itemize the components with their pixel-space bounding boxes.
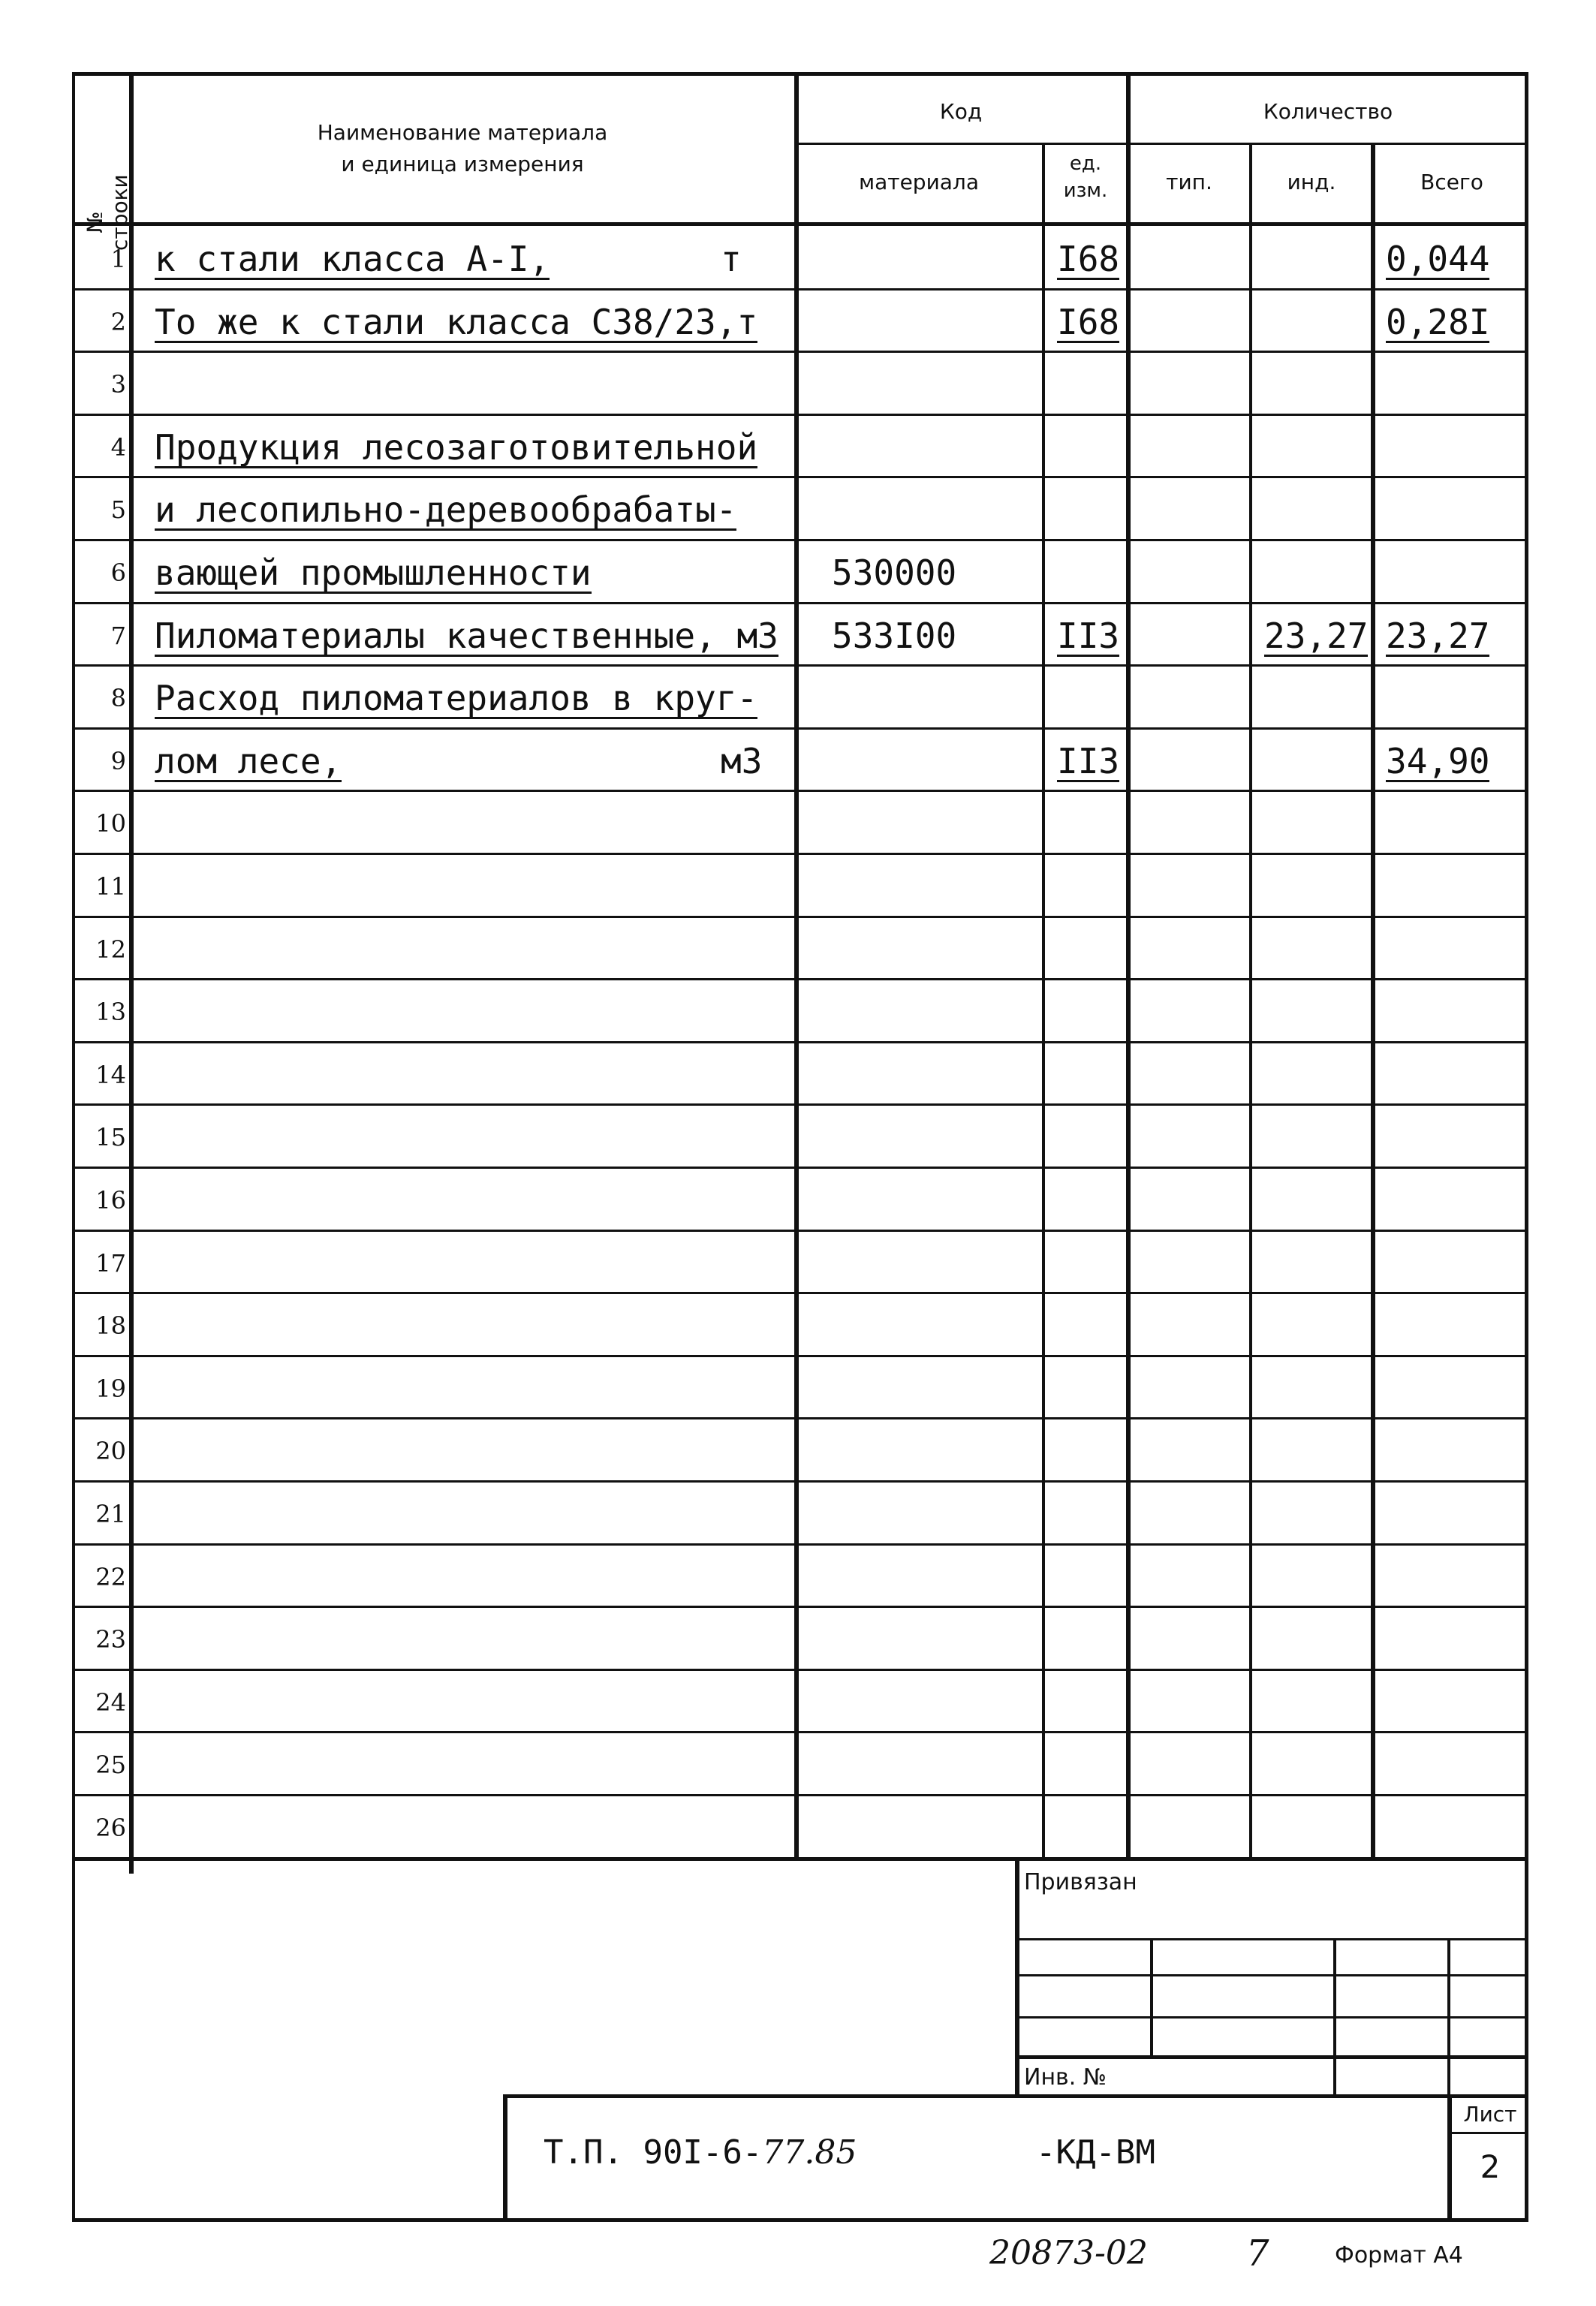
table-row xyxy=(0,790,1596,853)
row-name: Пиломатериалы качественные, м3 xyxy=(155,616,778,656)
table-row xyxy=(0,853,1596,916)
row-qty-ind: 23,27 xyxy=(1264,616,1369,656)
sheet-box-divider xyxy=(1447,2132,1528,2134)
row-number: 14 xyxy=(95,1061,126,1089)
row-name: лом лесе, xyxy=(155,741,342,781)
row-number: 5 xyxy=(110,495,126,524)
row-unit-code: I68 xyxy=(1057,239,1120,279)
table-row xyxy=(0,225,1596,288)
doc-code-suffix: -КД-ВМ xyxy=(1036,2133,1155,2172)
table-row xyxy=(0,1480,1596,1543)
row-name: То же к стали класса С38/23,т xyxy=(155,302,758,342)
row-number: 4 xyxy=(110,433,126,462)
row-material-code: 533I00 xyxy=(832,616,957,656)
table-row xyxy=(0,727,1596,790)
row-number: 8 xyxy=(110,684,126,712)
row-qty-total: 34,90 xyxy=(1386,741,1490,781)
row-number: 23 xyxy=(95,1625,126,1654)
table-row xyxy=(0,1041,1596,1104)
row-number: 7 xyxy=(110,622,126,650)
table-row xyxy=(0,1543,1596,1606)
table-row xyxy=(0,476,1596,539)
table-row xyxy=(0,1103,1596,1167)
doc-code: Т.П. 90I-6-77.85 xyxy=(544,2133,857,2172)
row-number: 16 xyxy=(95,1186,126,1215)
title-block-top-line xyxy=(503,2094,1528,2098)
qty-typ-header: тип. xyxy=(1166,170,1212,194)
privyazan-label: Привязан xyxy=(1024,1869,1137,1895)
row-number: 10 xyxy=(95,809,126,838)
stamp-vline-3 xyxy=(1447,1938,1450,2097)
row-qty-total: 0,044 xyxy=(1386,239,1490,279)
table-row xyxy=(0,1230,1596,1293)
row-name: и лесопильно-деревообрабаты- xyxy=(155,489,737,530)
row-unit-code: II3 xyxy=(1057,741,1120,781)
table-row xyxy=(0,1292,1596,1355)
row-number: 21 xyxy=(95,1500,126,1528)
inv-no-label: Инв. № xyxy=(1024,2064,1107,2091)
row-number-header: № строки xyxy=(83,174,132,251)
row-number: 17 xyxy=(95,1249,126,1278)
row-number: 24 xyxy=(95,1688,126,1717)
header-subline xyxy=(794,143,1528,145)
table-row xyxy=(0,351,1596,414)
row-number: 18 xyxy=(95,1311,126,1340)
row-number: 22 xyxy=(95,1563,126,1591)
row-number: 2 xyxy=(110,308,126,336)
table-row xyxy=(0,1669,1596,1732)
table-row xyxy=(0,1167,1596,1230)
stamp-line-1 xyxy=(1015,1938,1528,1940)
table-bottom-line xyxy=(72,1857,1528,1861)
row-number: 19 xyxy=(95,1374,126,1403)
row-number: 25 xyxy=(95,1751,126,1779)
row-number: 3 xyxy=(110,370,126,399)
table-row xyxy=(0,1606,1596,1669)
row-number: 1 xyxy=(110,245,126,273)
row-name: Расход пиломатериалов в круг- xyxy=(155,678,758,718)
row-name-unit: м3 xyxy=(721,741,763,781)
row-material-code: 530000 xyxy=(832,552,957,593)
qty-ind-header: инд. xyxy=(1287,170,1336,194)
row-number: 11 xyxy=(95,872,126,901)
table-row xyxy=(0,664,1596,727)
format-label: Формат А4 xyxy=(1335,2242,1463,2268)
stamp-line-4 xyxy=(1015,2055,1528,2059)
code-header: Код xyxy=(939,99,983,124)
row-number: 26 xyxy=(95,1814,126,1842)
table-row xyxy=(0,978,1596,1041)
table-row xyxy=(0,288,1596,351)
qty-total-header: Всего xyxy=(1420,170,1483,194)
sheet-label: Лист xyxy=(1463,2102,1517,2127)
table-row xyxy=(0,414,1596,477)
row-number: 6 xyxy=(110,558,126,587)
stamp-vline-2 xyxy=(1333,1938,1336,2097)
row-number: 13 xyxy=(95,998,126,1026)
row-name: к стали класса А-I, xyxy=(155,239,550,279)
table-row xyxy=(0,1355,1596,1418)
table-row xyxy=(0,602,1596,665)
doc-code-handwritten: 77.85 xyxy=(762,2133,857,2172)
code-material-header: материала xyxy=(858,170,979,194)
stamp-line-2 xyxy=(1015,1974,1528,1976)
page-number: 7 xyxy=(1246,2232,1269,2274)
table-row xyxy=(0,1417,1596,1480)
row-unit-code: I68 xyxy=(1057,302,1120,342)
row-name: Продукция лесозаготовительной xyxy=(155,427,758,468)
sheet-number: 2 xyxy=(1480,2148,1501,2185)
table-row xyxy=(0,1794,1596,1857)
qty-header: Количество xyxy=(1263,99,1393,124)
row-name-unit: т xyxy=(721,239,742,279)
row-number: 20 xyxy=(95,1437,126,1465)
row-qty-total: 0,28I xyxy=(1386,302,1490,342)
stamp-vline-1 xyxy=(1150,1938,1153,2055)
row-qty-total: 23,27 xyxy=(1386,616,1490,656)
archive-number: 20873-02 xyxy=(989,2234,1148,2272)
row-name: вающей промышленности xyxy=(155,552,592,593)
row-number: 12 xyxy=(95,935,126,964)
name-header: Наименование материала и единица измерения xyxy=(317,120,608,176)
table-row xyxy=(0,916,1596,979)
stamp-line-3 xyxy=(1015,2016,1528,2019)
code-unit-header: ед. изм. xyxy=(1063,152,1108,202)
title-block-left-line xyxy=(503,2094,507,2222)
table-row xyxy=(0,539,1596,602)
stamp-left-line xyxy=(1015,1857,1019,2097)
row-number: 15 xyxy=(95,1123,126,1151)
row-unit-code: II3 xyxy=(1057,616,1120,656)
row-number: 9 xyxy=(110,747,126,775)
table-row xyxy=(0,1731,1596,1794)
